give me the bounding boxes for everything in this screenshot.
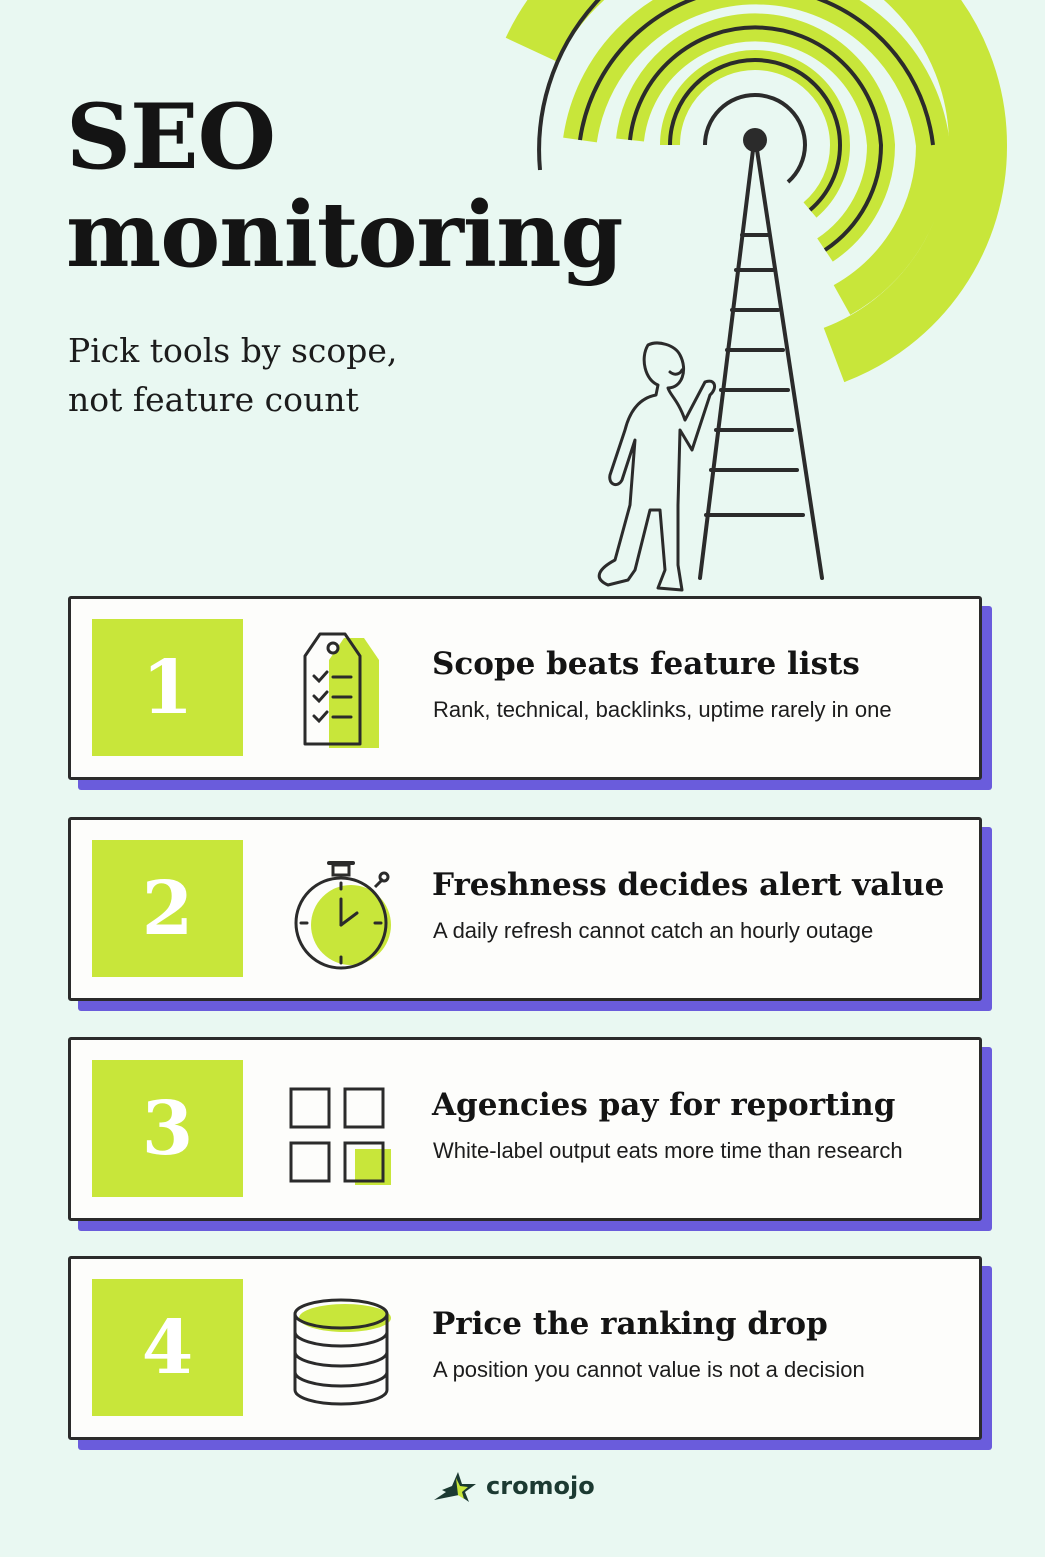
tip-title: Price the ranking drop: [432, 1306, 828, 1342]
tip-number-badge: 2: [92, 840, 243, 977]
grid-squares-icon: [283, 1067, 403, 1192]
tip-number-badge: 4: [92, 1279, 243, 1416]
tip-title: Scope beats feature lists: [432, 646, 860, 682]
tip-number-badge: 1: [92, 619, 243, 756]
title-line-2: monitoring: [66, 182, 623, 288]
tip-card-4: [68, 1256, 982, 1440]
person-figure: [599, 343, 714, 590]
tip-description: Rank, technical, backlinks, uptime rarely in one: [433, 697, 892, 722]
tip-description: White-label output eats more time than research: [433, 1138, 903, 1163]
subtitle-line-1: Pick tools by scope,: [68, 331, 398, 370]
radio-tower-illustration: [470, 0, 1045, 605]
signal-waves: [532, 0, 978, 355]
tower-top: [743, 128, 767, 152]
tip-description: A position you cannot value is not a decision: [433, 1357, 865, 1382]
subtitle-line-2: not feature count: [68, 380, 359, 419]
tip-title: Agencies pay for reporting: [432, 1087, 896, 1123]
brand-name: cromojo: [486, 1472, 595, 1500]
star-logo-icon: [432, 1468, 480, 1504]
tip-card-1: [68, 596, 982, 780]
stopwatch-icon: [283, 847, 403, 972]
tip-title: Freshness decides alert value: [432, 867, 945, 903]
tip-card-3: [68, 1037, 982, 1221]
brand-footer: [432, 1468, 595, 1504]
title-line-1: SEO: [66, 84, 275, 190]
checklist-tag-icon: [283, 626, 403, 751]
tip-description: A daily refresh cannot catch an hourly outage: [433, 918, 874, 943]
coin-stack-icon: [283, 1286, 403, 1411]
tower: [700, 150, 822, 578]
tip-card-2: [68, 817, 982, 1001]
tip-number-badge: 3: [92, 1060, 243, 1197]
subtitle: [68, 326, 488, 424]
